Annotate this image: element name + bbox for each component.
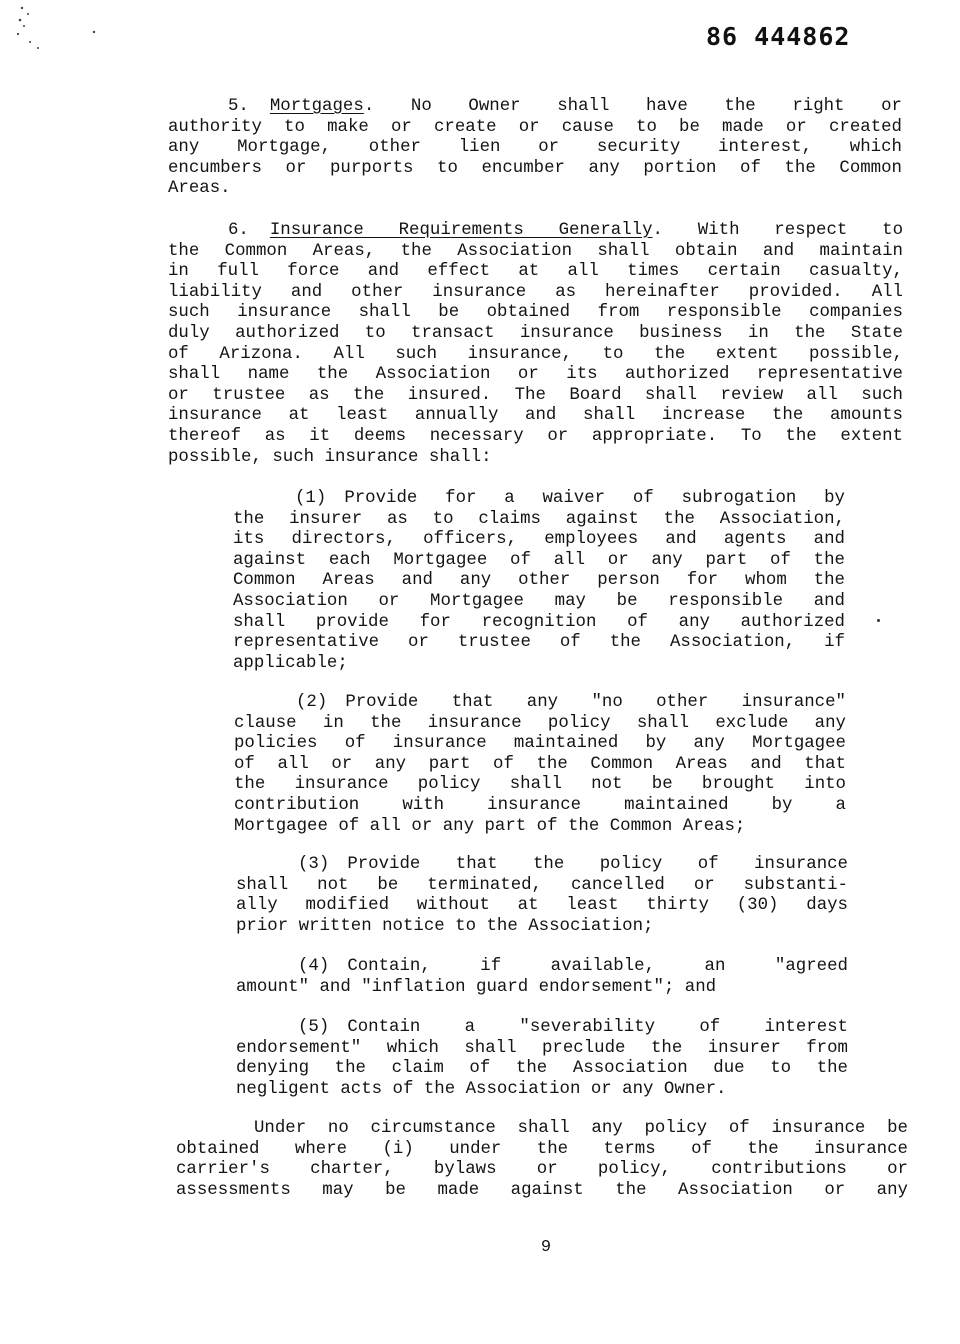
closing-line: carrier's charter, bylaws or policy, contributions or — [176, 1160, 908, 1180]
item-1-line: the insurer as to claims against the Association, — [233, 509, 845, 529]
insurance-item-2 — [234, 693, 846, 837]
section-6-paragraph — [168, 221, 903, 468]
section-6-number: 6. — [228, 221, 249, 240]
section-6-line: duly authorized to transact insurance business in the State — [168, 323, 903, 343]
section-6-line: shall name the Association or its authorized representative — [168, 365, 903, 385]
section-6-line: liability and other insurance as hereinafter provided. All — [168, 282, 903, 302]
item-4-line-1: (4) Contain, if available, an "agreed — [298, 957, 848, 976]
item-2-line: Mortgagee of all or any part of the Common Areas; — [234, 816, 746, 836]
item-3-line: shall not be terminated, cancelled or substanti- — [236, 875, 848, 895]
insurance-item-4 — [236, 957, 848, 998]
closing-line: obtained where (i) under the terms of the insurance — [176, 1139, 908, 1159]
item-1-line: representative or trustee of the Association, if — [233, 633, 845, 653]
item-3-line: prior written notice to the Association; — [236, 916, 654, 936]
insurance-item-1 — [233, 489, 845, 674]
item-1-line: applicable; — [233, 653, 348, 673]
item-2-line: policies of insurance maintained by any Mortgagee — [234, 734, 846, 754]
insurance-item-3 — [236, 855, 848, 937]
margin-scan-marks — [14, 4, 104, 54]
section-5-number: 5. — [228, 97, 249, 116]
item-2-line: contribution with insurance maintained by a — [234, 795, 846, 815]
document-number: 86 444862 — [706, 22, 851, 51]
section-6-line: thereof as it deems necessary or appropriate. To the extent — [168, 426, 903, 446]
closing-line-1: Under no circumstance shall any policy of insurance be — [254, 1119, 908, 1138]
section-6-heading: Insurance Requirements Generally — [269, 221, 653, 240]
item-1-line: Common Areas and any other person for whom the — [233, 571, 845, 591]
item-2-line: of all or any part of the Common Areas and that — [234, 754, 846, 774]
item-3-label: (3) — [298, 855, 330, 874]
item-3-line: ally modified without at least thirty (30) days — [236, 896, 848, 916]
section-5-text-line-1: No Owner shall have the right or — [410, 97, 902, 116]
item-1-line: against each Mortgagee of all or any part of the — [233, 550, 845, 570]
item-4-line: amount" and "inflation guard endorsement"; and — [236, 977, 717, 997]
item-2-label: (2) — [296, 693, 328, 712]
item-1-line: its directors, officers, employees and agents and — [233, 530, 845, 550]
item-2-line-1: (2) Provide that any "no other insurance" — [296, 693, 846, 712]
item-1-line: Association or Mortgagee may be responsible and — [233, 591, 845, 611]
section-6-text-line-1: With respect to — [697, 221, 904, 240]
closing-paragraph — [176, 1119, 908, 1201]
section-5-line: Areas. — [168, 179, 231, 199]
item-5-line-1: (5) Contain a "severability of interest — [298, 1018, 848, 1037]
section-6-line: such insurance shall be obtained from responsible companies — [168, 303, 903, 323]
section-6-line-1: 6. Insurance Requirements Generally. With respect to — [228, 221, 904, 240]
section-5-line: any Mortgage, other lien or security interest, which — [168, 138, 902, 158]
item-1-line: shall provide for recognition of any authorized — [233, 612, 845, 632]
section-6-line: possible, such insurance shall: — [168, 447, 492, 467]
section-5-paragraph — [168, 97, 902, 200]
item-3-line-1: (3) Provide that the policy of insurance — [298, 855, 848, 874]
item-5-label: (5) — [298, 1018, 330, 1037]
section-6-line: in full force and effect at all times certain casualty, — [168, 262, 903, 282]
section-5-line: encumbers or purports to encumber any portion of the Common — [168, 158, 902, 178]
item-4-label: (4) — [298, 957, 330, 976]
section-5-line: authority to make or create or cause to be made or created — [168, 117, 902, 137]
section-5-line-1: 5. Mortgages. No Owner shall have the right or — [228, 97, 902, 116]
item-2-line: the insurance policy shall not be brought into — [234, 775, 846, 795]
section-6-line: of Arizona. All such insurance, to the extent possible, — [168, 344, 903, 364]
section-5-heading: Mortgages — [269, 97, 364, 116]
section-6-line: or trustee as the insured. The Board shall review all such — [168, 385, 903, 405]
item-2-line: clause in the insurance policy shall exclude any — [234, 713, 846, 733]
scan-speck — [877, 619, 880, 622]
section-6-line: the Common Areas, the Association shall obtain and maintain — [168, 241, 903, 261]
insurance-item-5 — [236, 1018, 848, 1100]
closing-line: assessments may be made against the Association or any — [176, 1180, 908, 1200]
item-1-label: (1) — [295, 489, 327, 508]
item-5-line: denying the claim of the Association due to the — [236, 1059, 848, 1079]
page-number: 9 — [540, 1238, 552, 1257]
item-5-line: endorsement" which shall preclude the insurer from — [236, 1038, 848, 1058]
item-5-line: negligent acts of the Association or any Owner. — [236, 1079, 727, 1099]
section-6-line: insurance at least annually and shall increase the amounts — [168, 406, 903, 426]
item-1-line-1: (1) Provide for a waiver of subrogation by — [295, 489, 845, 508]
